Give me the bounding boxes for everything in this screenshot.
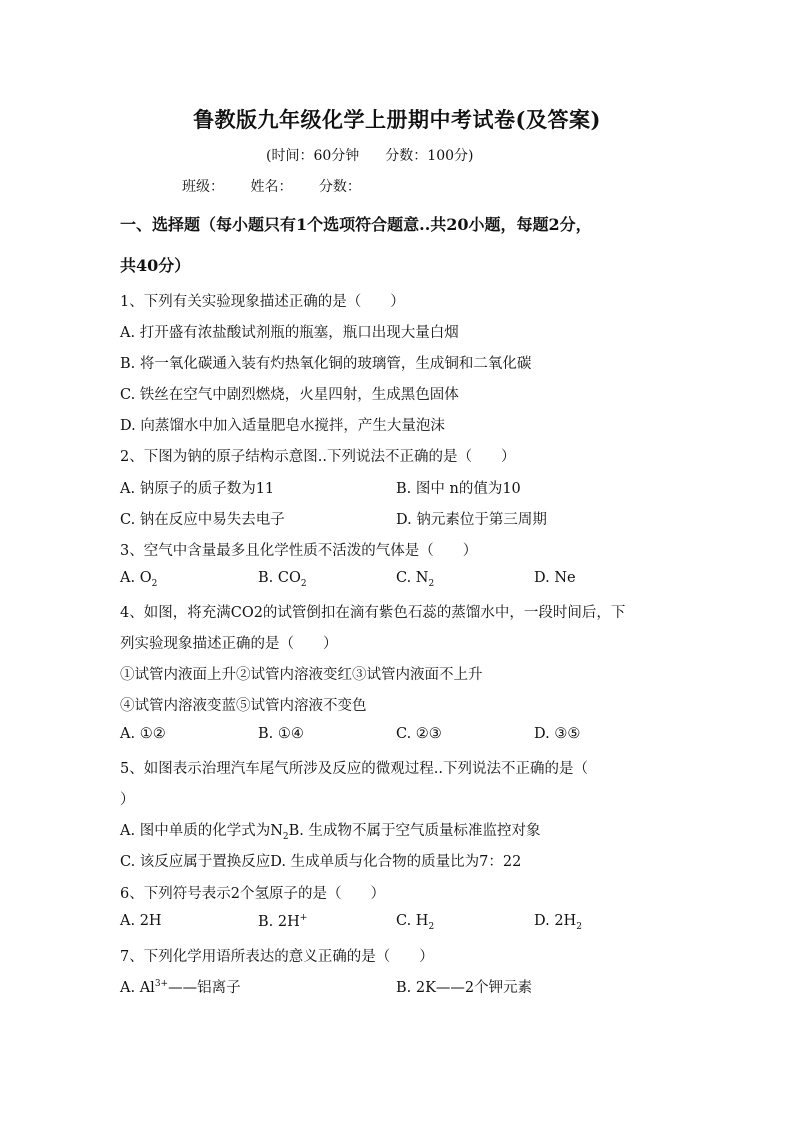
q3-option-d: D. Ne: [534, 570, 576, 586]
q1-option-a: A. 打开盛有浓盐酸试剂瓶的瓶塞，瓶口出现大量白烟: [120, 325, 459, 341]
question-1: 1、下列有关实验现象描述正确的是（ ）: [120, 294, 405, 310]
q4-statements-2: ④试管内溶液变蓝⑤试管内溶液不变色: [120, 698, 367, 714]
section-title-cont: 共40分）: [120, 256, 191, 275]
score-label: 分数：: [318, 179, 361, 195]
q4-statements-1: ①试管内液面上升②试管内溶液变红③试管内液面不上升: [120, 667, 483, 683]
section-title: 一、选择题（每小题只有1个选项符合题意..共20小题，每题2分，: [120, 215, 592, 234]
question-7: 7、下列化学用语所表达的意义正确的是（ ）: [120, 949, 434, 965]
q4-option-c: C. ②③: [396, 726, 442, 742]
question-6: 6、下列符号表示2个氢原子的是（ ）: [120, 886, 385, 902]
q2-option-d: D. 钠元素位于第三周期: [396, 512, 547, 528]
q6-option-d: D. $2H_2$: [534, 913, 582, 932]
q6-option-a: A. 2H: [120, 913, 162, 929]
q3-option-c: C. $N_2$: [396, 570, 435, 589]
exam-meta: [266, 145, 499, 165]
q6-option-b: B. 2H+: [258, 913, 308, 930]
q3-option-a: A. $O_2$: [120, 570, 158, 589]
q7-option-a: A. $Al^{3+}——$铝离子: [120, 979, 241, 996]
question-4-cont: 列实验现象描述正确的是（ ）: [120, 636, 338, 652]
q3-option-b: B. $CO_2$: [258, 570, 307, 589]
name-label: 姓名：: [250, 179, 293, 195]
q4-option-a: A. ①②: [120, 726, 166, 742]
class-label: 班级：: [182, 179, 224, 195]
time-info: (时间：60分钟: [266, 148, 360, 164]
q4-option-d: D. ③⑤: [534, 726, 581, 742]
question-3: 3、空气中含量最多且化学性质不活泼的气体是（ ）: [120, 543, 478, 559]
q5-options-ab: A. 图中单质的化学式为$N_2B$. 生成物不属于空气质量标准监控对象: [120, 823, 541, 842]
q7-option-b: B. 2K——2个钾元素: [396, 980, 533, 996]
score-info: 分数：100分): [385, 148, 474, 164]
question-2: 2、下图为钠的原子结构示意图..下列说法不正确的是（ ）: [120, 449, 516, 465]
student-fields: [182, 176, 383, 196]
q2-option-b: B. 图中 n的值为10: [396, 481, 521, 497]
q2-option-c: C. 钠在反应中易失去电子: [120, 512, 285, 528]
q1-option-b: B. 将一氧化碳通入装有灼热氧化铜的玻璃管，生成铜和二氧化碳: [120, 356, 532, 372]
question-5-cont: ）: [120, 792, 135, 808]
q5-options-cd: C. 该反应属于置换反应D. 生成单质与化合物的质量比为7：22: [120, 854, 522, 870]
q4-option-b: B. ①④: [258, 726, 304, 742]
page-title: 鲁教版九年级化学上册期中考试卷(及答案): [193, 107, 601, 132]
q6-option-c: C. $H_2$: [396, 913, 435, 932]
question-5: 5、如图表示治理汽车尾气所涉及反应的微观过程..下列说法不正确的是（: [120, 761, 588, 777]
q1-option-d: D. 向蒸馏水中加入适量肥皂水搅拌，产生大量泡沫: [120, 418, 445, 434]
question-4: 4、如图，将充满CO2的试管倒扣在滴有紫色石蕊的蒸馏水中，一段时间后，下: [120, 605, 626, 621]
q1-option-c: C. 铁丝在空气中剧烈燃烧，火星四射，生成黑色固体: [120, 387, 459, 403]
q2-option-a: A. 钠原子的质子数为11: [120, 481, 275, 497]
